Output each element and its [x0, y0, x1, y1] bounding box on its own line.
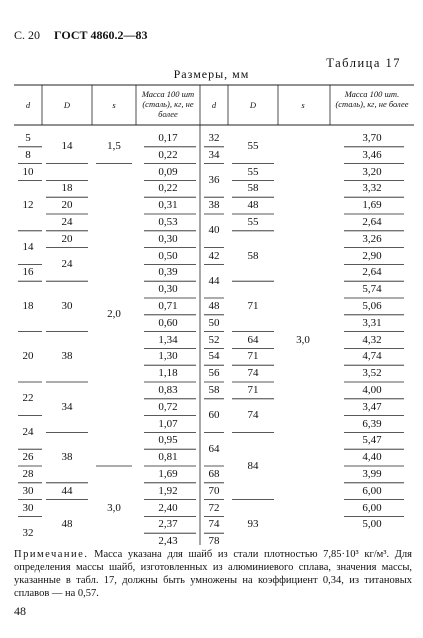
- left-d-cell: 14: [22, 241, 34, 254]
- right-mass-cell: 4,40: [362, 451, 382, 464]
- right-d-cell: 38: [208, 199, 220, 212]
- right-mass-cell: 3,32: [362, 182, 382, 195]
- right-d-cell: 78: [208, 535, 220, 548]
- left-mass-cell: 0,83: [158, 383, 178, 396]
- right-s-cell: 3,0: [296, 333, 310, 346]
- right-D-cell: 71: [247, 299, 259, 312]
- page-number: 48: [14, 604, 26, 618]
- left-d-cell: 20: [22, 350, 34, 363]
- header-d: d: [25, 100, 31, 110]
- right-mass-cell: 3,99: [362, 467, 382, 480]
- right-d-cell: 74: [208, 518, 220, 531]
- right-D-cell: 58: [247, 249, 259, 262]
- left-mass-cell: 0,30: [158, 232, 178, 245]
- header-standard: ГОСТ 4860.2—83: [54, 28, 148, 42]
- left-mass-cell: 0,71: [158, 299, 178, 312]
- right-mass-cell: 6,00: [362, 501, 382, 514]
- left-mass-cell: 1,07: [158, 417, 178, 430]
- header-mass2: Масса 100 шт. (сталь), кг, не более: [335, 89, 409, 109]
- data-table: [14, 85, 414, 548]
- left-mass-cell: 2,37: [158, 518, 178, 531]
- right-mass-cell: 3,26: [362, 232, 382, 245]
- right-D-cell: 64: [247, 333, 259, 346]
- right-d-cell: 34: [208, 148, 220, 161]
- left-mass-cell: 0,09: [158, 165, 178, 178]
- left-D-cell: 20: [61, 232, 73, 245]
- right-mass-cell: 3,52: [362, 367, 382, 380]
- right-d-cell: 70: [208, 484, 220, 497]
- table-caption: Таблица 17: [326, 56, 401, 70]
- right-d-cell: 40: [208, 224, 220, 237]
- left-d-cell: 30: [22, 501, 34, 514]
- left-mass-cell: 1,18: [158, 367, 178, 380]
- right-mass-cell: 5,74: [362, 283, 382, 296]
- right-mass-cell: 2,90: [362, 249, 382, 262]
- right-mass-cell: 3,47: [362, 400, 382, 413]
- right-mass-cell: 4,32: [362, 333, 382, 346]
- left-D-cell: 18: [61, 182, 73, 195]
- right-d-cell: 52: [208, 333, 220, 346]
- right-d-cell: 44: [208, 274, 220, 287]
- right-mass-cell: 3,20: [362, 165, 382, 178]
- right-d-cell: 48: [208, 299, 220, 312]
- right-mass-cell: 4,00: [362, 383, 382, 396]
- left-d-cell: 5: [25, 131, 31, 144]
- right-d-cell: 54: [208, 350, 220, 363]
- left-mass-cell: 1,34: [158, 333, 178, 346]
- right-d-cell: 42: [208, 249, 220, 262]
- right-mass-cell: 5,06: [362, 299, 382, 312]
- dimensions-label: Размеры, мм: [173, 67, 250, 81]
- right-mass-cell: 3,70: [362, 131, 382, 144]
- table-note: [14, 548, 412, 600]
- header-s: s: [112, 100, 116, 110]
- left-mass-cell: 0,22: [158, 148, 178, 161]
- left-D-cell: 24: [61, 257, 73, 270]
- right-d-cell: 56: [208, 367, 220, 380]
- left-d-cell: 10: [22, 165, 34, 178]
- left-mass-cell: 0,50: [158, 249, 178, 262]
- left-d-cell: 24: [22, 425, 34, 438]
- header-d2: d: [211, 100, 217, 110]
- left-mass-cell: 0,22: [158, 182, 178, 195]
- left-mass-cell: 2,43: [158, 535, 178, 548]
- right-mass-cell: 1,69: [362, 199, 382, 212]
- note-text: Масса указана для шайб из стали плотностью 7,85·10³ кг/м³. Для определения массы шайб, изготовленных из алюминиевого сплава, значения массы, указанные в табл. 17, должны быть умножены на коэффициент 0,34, из титановых сплавов — на 0,57.: [14, 549, 412, 599]
- header-mass: Масса 100 шт (сталь), кг, не более: [141, 89, 195, 119]
- right-d-cell: 36: [208, 173, 220, 186]
- right-D-cell: 93: [247, 518, 259, 531]
- right-mass-cell: 4,74: [362, 350, 382, 363]
- left-d-cell: 8: [25, 148, 31, 161]
- left-D-cell: 38: [61, 350, 73, 363]
- right-mass-cell: 5,00: [362, 518, 382, 531]
- left-mass-cell: 0,31: [158, 199, 178, 212]
- left-mass-cell: 1,69: [158, 467, 178, 480]
- right-D-cell: 55: [247, 165, 259, 178]
- left-D-cell: 34: [61, 400, 73, 413]
- right-mass-cell: 6,00: [362, 484, 382, 497]
- left-mass-cell: 0,60: [158, 316, 178, 329]
- right-mass-cell: 5,47: [362, 434, 382, 447]
- left-mass-cell: 0,95: [158, 434, 178, 447]
- left-d-cell: 26: [22, 451, 34, 464]
- right-d-cell: 72: [208, 501, 220, 514]
- right-d-cell: 58: [208, 383, 220, 396]
- left-mass-cell: 0,30: [158, 283, 178, 296]
- left-s-cell: 1,5: [107, 140, 121, 153]
- right-D-cell: 55: [247, 215, 259, 228]
- left-mass-cell: 0,72: [158, 400, 178, 413]
- note-label: Примечание.: [14, 549, 89, 560]
- left-mass-cell: 0,39: [158, 266, 178, 279]
- right-d-cell: 60: [208, 409, 220, 422]
- left-mass-cell: 1,92: [158, 484, 178, 497]
- left-s-cell: 3,0: [107, 501, 121, 514]
- right-d-cell: 68: [208, 467, 220, 480]
- right-D-cell: 71: [247, 383, 259, 396]
- header-s2: s: [301, 100, 305, 110]
- left-mass-cell: 1,30: [158, 350, 178, 363]
- left-d-cell: 28: [22, 467, 34, 480]
- left-D-cell: 48: [61, 518, 73, 531]
- right-D-cell: 84: [247, 459, 259, 472]
- left-mass-cell: 0,53: [158, 215, 178, 228]
- left-s-cell: 2,0: [107, 308, 121, 321]
- right-d-cell: 64: [208, 442, 220, 455]
- left-mass-cell: 2,40: [158, 501, 178, 514]
- left-d-cell: 30: [22, 484, 34, 497]
- left-d-cell: 12: [22, 199, 34, 212]
- header-D: D: [63, 100, 71, 110]
- left-d-cell: 16: [22, 266, 34, 279]
- right-D-cell: 71: [247, 350, 259, 363]
- right-d-cell: 50: [208, 316, 220, 329]
- right-d-cell: 32: [208, 131, 220, 144]
- right-mass-cell: 3,31: [362, 316, 382, 329]
- header-D2: D: [249, 100, 257, 110]
- right-mass-cell: 3,46: [362, 148, 382, 161]
- right-D-cell: 55: [247, 140, 259, 153]
- right-D-cell: 58: [247, 182, 259, 195]
- left-D-cell: 30: [61, 299, 73, 312]
- right-mass-cell: 6,39: [362, 417, 382, 430]
- left-d-cell: 22: [22, 392, 34, 405]
- left-mass-cell: 0,17: [158, 131, 178, 144]
- right-D-cell: 48: [247, 199, 259, 212]
- left-D-cell: 20: [61, 199, 73, 212]
- left-D-cell: 24: [61, 215, 73, 228]
- left-D-cell: 38: [61, 451, 73, 464]
- page-header: [14, 28, 148, 43]
- left-d-cell: 18: [22, 299, 34, 312]
- left-d-cell: 32: [22, 526, 34, 539]
- left-D-cell: 44: [61, 484, 73, 497]
- header-page: С. 20: [14, 28, 41, 42]
- right-D-cell: 74: [247, 409, 259, 422]
- left-D-cell: 14: [61, 140, 73, 153]
- left-mass-cell: 0,81: [158, 451, 178, 464]
- right-mass-cell: 2,64: [362, 215, 382, 228]
- right-mass-cell: 2,64: [362, 266, 382, 279]
- right-D-cell: 74: [247, 367, 259, 380]
